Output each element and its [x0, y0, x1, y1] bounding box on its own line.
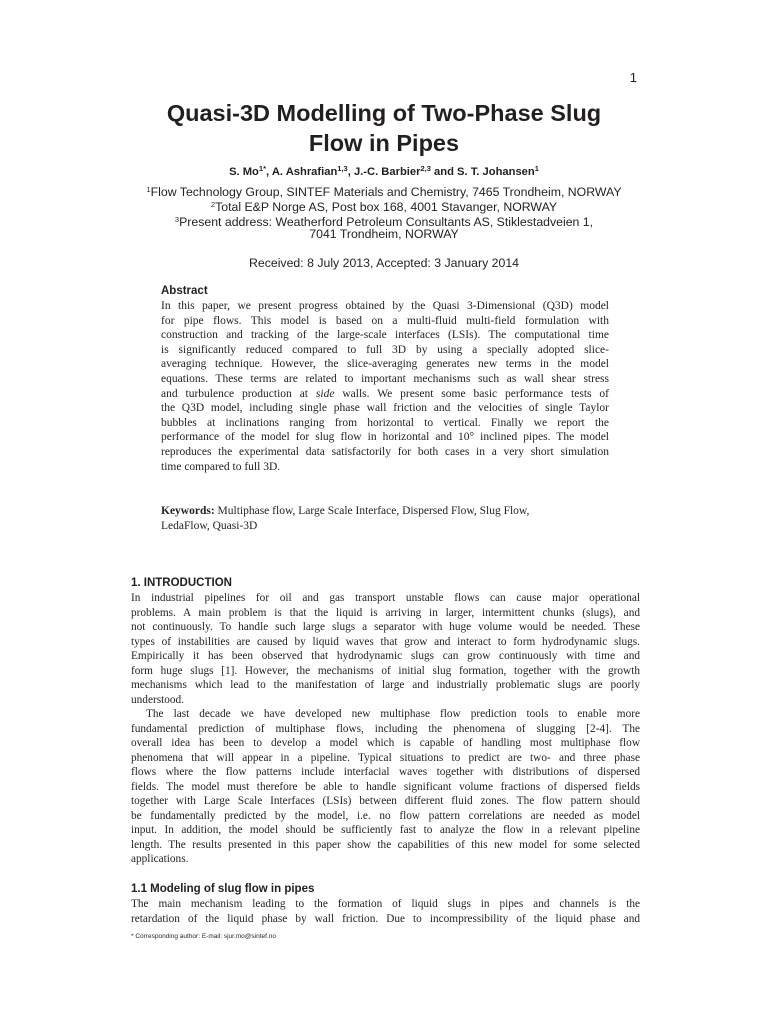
author-sep: and: [430, 166, 458, 178]
subsection-heading: 1.1 Modeling of slug flow in pipes: [131, 883, 315, 895]
affiliation-text: Present address: Weatherford Petroleum Consultants AS, Stiklestadveien 1,: [179, 215, 594, 229]
author-sep: ,: [266, 166, 272, 178]
body-line: be fundamentally predicted by the model, i.e. no flow pattern correlations are needed as model: [131, 809, 640, 822]
body-line: fields. The model must therefore be able to handle significant volume fractions of dispersed fields: [131, 780, 640, 793]
keywords: [161, 504, 609, 534]
body-line: fundamental prediction of multiphase flows, including the phenomena of slugging [2-4]. The: [131, 722, 640, 735]
title-line: Flow in Pipes: [308, 130, 460, 156]
body-line: input. In addition, the model should be sufficiently fast to analyze the flow in a relevant pipeline: [131, 824, 640, 836]
section-heading-introduction: 1. INTRODUCTION: [131, 577, 232, 589]
footnote: * Corresponding author: E-mail: sjur.mo@sintef.no: [131, 933, 276, 940]
abstract-line: bubbles at inclinations ranging from horizontal to vertical. Finally we report the: [161, 416, 609, 429]
body-line: types of instabilities are caused by liquid waves that grow and interact to form hydrodynamic slugs.: [131, 635, 640, 648]
affiliation-sup: 3: [174, 215, 180, 224]
author-name: J.-C. Barbier: [353, 166, 421, 178]
author-sup: 1: [534, 164, 539, 173]
body-line: understood.: [131, 693, 185, 706]
author-name: S. Mo: [229, 166, 259, 178]
body-line: together with Large Scale Interfaces (LSIs) between different fluid zones. The flow pattern should: [131, 795, 640, 807]
author-name: A. Ashrafian: [271, 166, 338, 178]
abstract-line: In this paper, we present progress obtained by the Quasi 3-Dimensional (Q3D) model: [161, 300, 609, 312]
keywords-line: LedaFlow, Quasi-3D: [161, 520, 258, 532]
body-line: mechanisms which lead to the manifestation of large and industrially problematic slugs are poorly: [131, 679, 640, 691]
abstract-line: construction and tracking of the large-scale interfaces (LSIs). The computational time: [161, 329, 609, 342]
abstract-line: performance of the model for slug flow in horizontal and 10° inclined pipes. The model: [161, 431, 609, 444]
body-line: not continuously. To handle such large slugs a separator with huge volume would be needed. These: [131, 621, 640, 633]
keywords-line: Multiphase flow, Large Scale Interface, Dispersed Flow, Slug Flow,: [217, 505, 530, 517]
body-line: applications.: [131, 853, 189, 865]
author-name: S. T. Johansen: [457, 166, 535, 178]
author-list: [90, 164, 678, 178]
body-line: length. The results presented in this paper show the capabilities of this new model for some selected: [131, 838, 640, 851]
body-line: overall idea has been to develop a model which is capable of handling most multiphase flow: [131, 737, 640, 749]
body-line: The last decade we have developed new multiphase flow prediction tools to enable more: [146, 708, 640, 720]
body-line: problems. A main problem is that the liquid is arriving in larger, intermittent chunks (slugs), and: [131, 606, 640, 619]
abstract-line: and turbulence production at side walls. We present some basic performance tests of: [161, 387, 609, 400]
author-sup: 1*: [258, 164, 266, 173]
affiliation: [90, 227, 678, 242]
body-line: form huge slugs [1]. However, the mechanisms of initial slug formation, together with the growth: [131, 664, 640, 677]
abstract-line: the Q3D model, including single phase wall friction and the velocities of single Taylor: [161, 402, 609, 415]
abstract-line: time compared to full 3D.: [161, 460, 281, 473]
abstract-body: [161, 299, 609, 474]
subsection-paragraph: [131, 897, 640, 926]
affiliation-sup: 1: [146, 185, 151, 194]
abstract-line: equations. These terms are related to important mechanisms such as wall shear stress: [161, 372, 609, 385]
abstract-line: is significantly reduced compared to full 3D by using a specially adopted slice-: [161, 343, 609, 356]
keywords-label: Keywords:: [161, 505, 215, 517]
author-sep: ,: [347, 166, 354, 178]
author-sup: 1,3: [337, 164, 348, 173]
body-line: In industrial pipelines for oil and gas transport unstable flows can cause major operational: [131, 592, 640, 604]
affiliation-text: 7041 Trondheim, NORWAY: [309, 227, 459, 241]
body-line: The main mechanism leading to the formation of liquid slugs in pipes and channels is the: [131, 898, 640, 910]
paper-title: [90, 98, 678, 158]
body-line: phenomena that will appear in a pipeline. Typical situations to predict are two- and three phase: [131, 751, 640, 764]
body-line: flows where the flow patterns include interfacial waves together with distributions of dispersed: [131, 766, 640, 778]
body-line: retardation of the liquid phase by wall friction. Due to incompressibility of the liquid phase and: [131, 912, 640, 925]
introduction-paragraph-2: [131, 707, 640, 867]
introduction-paragraph-1: [131, 591, 640, 707]
body-line: Empirically it has been observed that hydrodynamic slugs can grow continuously with time and: [131, 650, 640, 662]
affiliation-sup: 2: [210, 200, 216, 209]
author-sup: 2,3: [420, 164, 431, 173]
abstract-line: reproduces the experimental data satisfactorily for both cases in a very short simulation: [161, 445, 609, 458]
title-line: Quasi-3D Modelling of Two-Phase Slug: [166, 100, 602, 126]
affiliation-text: Flow Technology Group, SINTEF Materials and Chemistry, 7465 Trondheim, NORWAY: [150, 185, 622, 199]
abstract-line: averaging technique. However, the slice-averaging generates new terms in the model: [161, 358, 609, 371]
affiliation-text: Total E&P Norge AS, Post box 168, 4001 Stavanger, NORWAY: [215, 200, 558, 214]
abstract-line: for pipe flows. This model is based on a multi-fluid multi-field formulation with: [161, 314, 609, 327]
received-dates: Received: 8 July 2013, Accepted: 3 January 2014: [248, 256, 520, 270]
page-number: 1: [629, 70, 637, 85]
abstract-heading: Abstract: [161, 285, 208, 297]
